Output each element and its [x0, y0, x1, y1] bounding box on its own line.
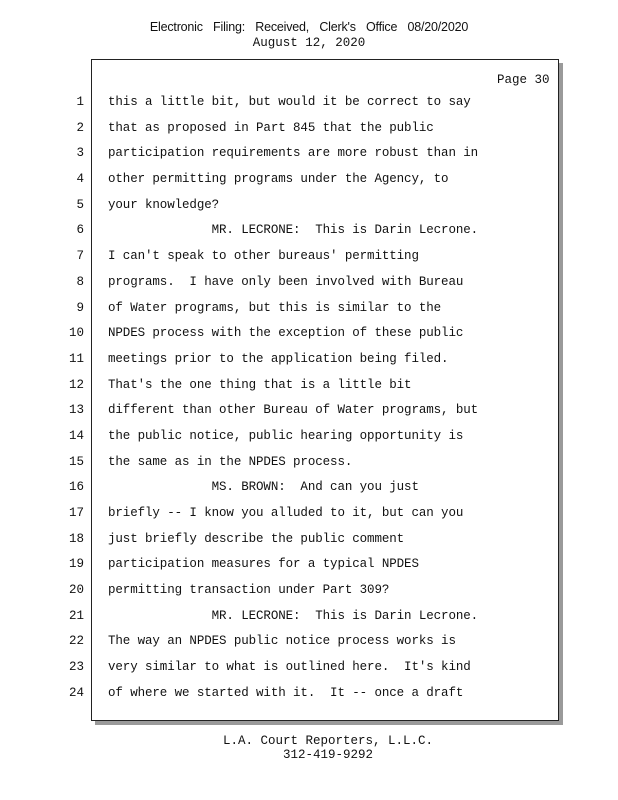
transcript-line: briefly -- I know you alluded to it, but can you — [108, 506, 464, 520]
transcript-line: MS. BROWN: And can you just — [108, 480, 419, 495]
line-number: 9 — [76, 300, 84, 315]
page-number: Page 30 — [497, 73, 550, 87]
line-number: 20 — [68, 583, 84, 598]
transcript-line: programs. I have only been involved with Bureau — [108, 274, 464, 289]
reporter-company: L.A. Court Reporters, L.L.C. — [222, 734, 434, 748]
transcript-line: I can't speak to other bureaus' permitting — [108, 249, 419, 264]
transcript-line: participation requirements are more robust than in — [108, 146, 479, 161]
line-number: 10 — [68, 326, 84, 341]
filing-stamp: Electronic Filing: Received, Clerk's Office 08/20/2020 — [149, 20, 469, 34]
line-number: 6 — [76, 223, 84, 238]
line-number: 13 — [68, 403, 84, 418]
transcript-line: meetings prior to the application being filed. — [108, 351, 449, 366]
transcript-line: NPDES process with the exception of these public — [108, 326, 464, 341]
transcript-line: The way an NPDES public notice process works is — [108, 634, 456, 649]
line-number: 5 — [76, 197, 84, 212]
line-number: 7 — [76, 249, 84, 264]
transcript-line: of where we started with it. It -- once a draft — [108, 685, 464, 700]
transcript-line: very similar to what is outlined here. It's kind — [108, 660, 471, 675]
transcript-line: permitting transaction under Part 309? — [108, 583, 390, 598]
line-number: 24 — [68, 685, 84, 700]
transcript-line: MR. LECRONE: This is Darin Lecrone. — [108, 223, 479, 238]
line-number: 17 — [68, 506, 84, 520]
line-number: 21 — [68, 608, 84, 623]
line-number: 19 — [68, 557, 84, 572]
line-number: 11 — [68, 351, 84, 366]
transcript-line: MR. LECRONE: This is Darin Lecrone. — [108, 608, 479, 623]
line-number: 2 — [76, 120, 84, 135]
line-number: 18 — [68, 531, 84, 546]
transcript-line: just briefly describe the public comment — [108, 531, 405, 546]
line-number: 15 — [68, 454, 84, 469]
transcript-line: That's the one thing that is a little bit — [108, 377, 412, 392]
line-number: 14 — [68, 428, 84, 443]
transcript-body — [108, 90, 548, 707]
transcript-line: that as proposed in Part 845 that the public — [108, 120, 434, 135]
transcript-line: the same as in the NPDES process. — [108, 454, 353, 469]
transcript-date: August 12, 2020 — [252, 36, 366, 50]
line-number: 4 — [76, 172, 84, 187]
transcript-line: your knowledge? — [108, 197, 220, 212]
line-number: 1 — [76, 95, 84, 109]
line-number: 8 — [76, 274, 84, 289]
line-number: 23 — [68, 660, 84, 675]
transcript-line: other permitting programs under the Agency, to — [108, 172, 449, 187]
line-number-column — [58, 90, 84, 707]
line-number: 16 — [68, 480, 84, 495]
transcript-line: participation measures for a typical NPDES — [108, 557, 419, 572]
transcript-line: of Water programs, but this is similar to the — [108, 300, 442, 315]
transcript-line: the public notice, public hearing opportunity is — [108, 428, 464, 443]
transcript-line: this a little bit, but would it be correct to say — [108, 95, 471, 109]
transcript-line: different than other Bureau of Water programs, but — [108, 403, 479, 418]
reporter-phone: 312-419-9292 — [282, 748, 373, 762]
line-number: 22 — [68, 634, 84, 649]
line-number: 3 — [76, 146, 84, 161]
line-number: 12 — [68, 377, 84, 392]
